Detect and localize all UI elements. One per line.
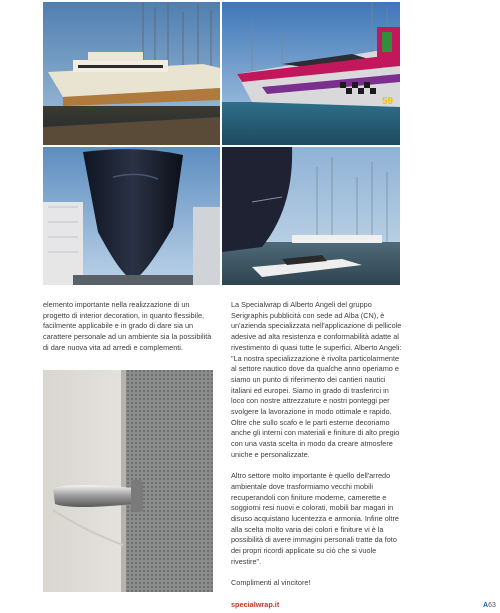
left-text-column <box>43 300 215 354</box>
right-paragraph-2: Altro settore molto importante è quello dell'arredo ambientale dove trasformiamo vecchi mobili recuperandoli con finiture moderne, camerette e soggiorni resi nuovi e colorati, mobili bar magari in disuso acquistano lucentezza e armonia. Infine oltre alla scelta molto varia dei colori e finiture vi è la possibilità di avere immagini personali tratte da foto dei propri ricordi applicate su ciò che si vuole rivestire". <box>231 471 399 566</box>
svg-text:59: 59 <box>382 96 394 107</box>
right-paragraph-3: Complimenti al vincitore! <box>231 578 311 588</box>
page-number <box>483 602 496 609</box>
right-paragraph-1: La Specialwrap di Alberto Angeli del gruppo Serigraphis pubblicità con sede ad Alba (CN), è un'azienda specializzata nell'applicazione di pellicole adesive ad alta resistenza e conformabilità adatte al rivestimento di quasi tutte le superfici. Alberto Angeli: "La nostra specializzazione è rivolta particolarmente al settore nautico dove da qualche anno operiamo e siamo un punto di riferimento dei cantieri nautici italiani ed europei. Siamo in grado di trasferirci in loco con nostre attrezzature e nostri ponteggi per svolgere la lavorazione in modo ottimale e rapido. Oltre che sullo scafo e le parti esterne decoriamo anche gli interni con materiali e finiture di alto pregio con una vasta scelta in modo da creare atmosfere uniche e personalizzate. <box>231 300 402 459</box>
website-link[interactable]: specialwrap.it <box>231 599 280 609</box>
photo-motor-yacht <box>43 2 220 145</box>
photo-black-hull <box>43 147 220 285</box>
page-number-value: 63 <box>488 602 496 609</box>
section-letter: A <box>483 602 489 609</box>
left-paragraph: elemento importante nella realizzazione di un progetto di interior decoration, in quanto flessibile, facilmente applicabile e in grado di dare sia un carattere personale ad un ambiente sia la possibilità di dare nuova vita ad arredi e complementi. <box>43 300 212 352</box>
photo-wrapped-powerboat <box>222 2 400 145</box>
right-text-column <box>231 300 403 610</box>
photo-interior-handle <box>43 370 213 592</box>
photo-marina-hull <box>222 147 400 285</box>
